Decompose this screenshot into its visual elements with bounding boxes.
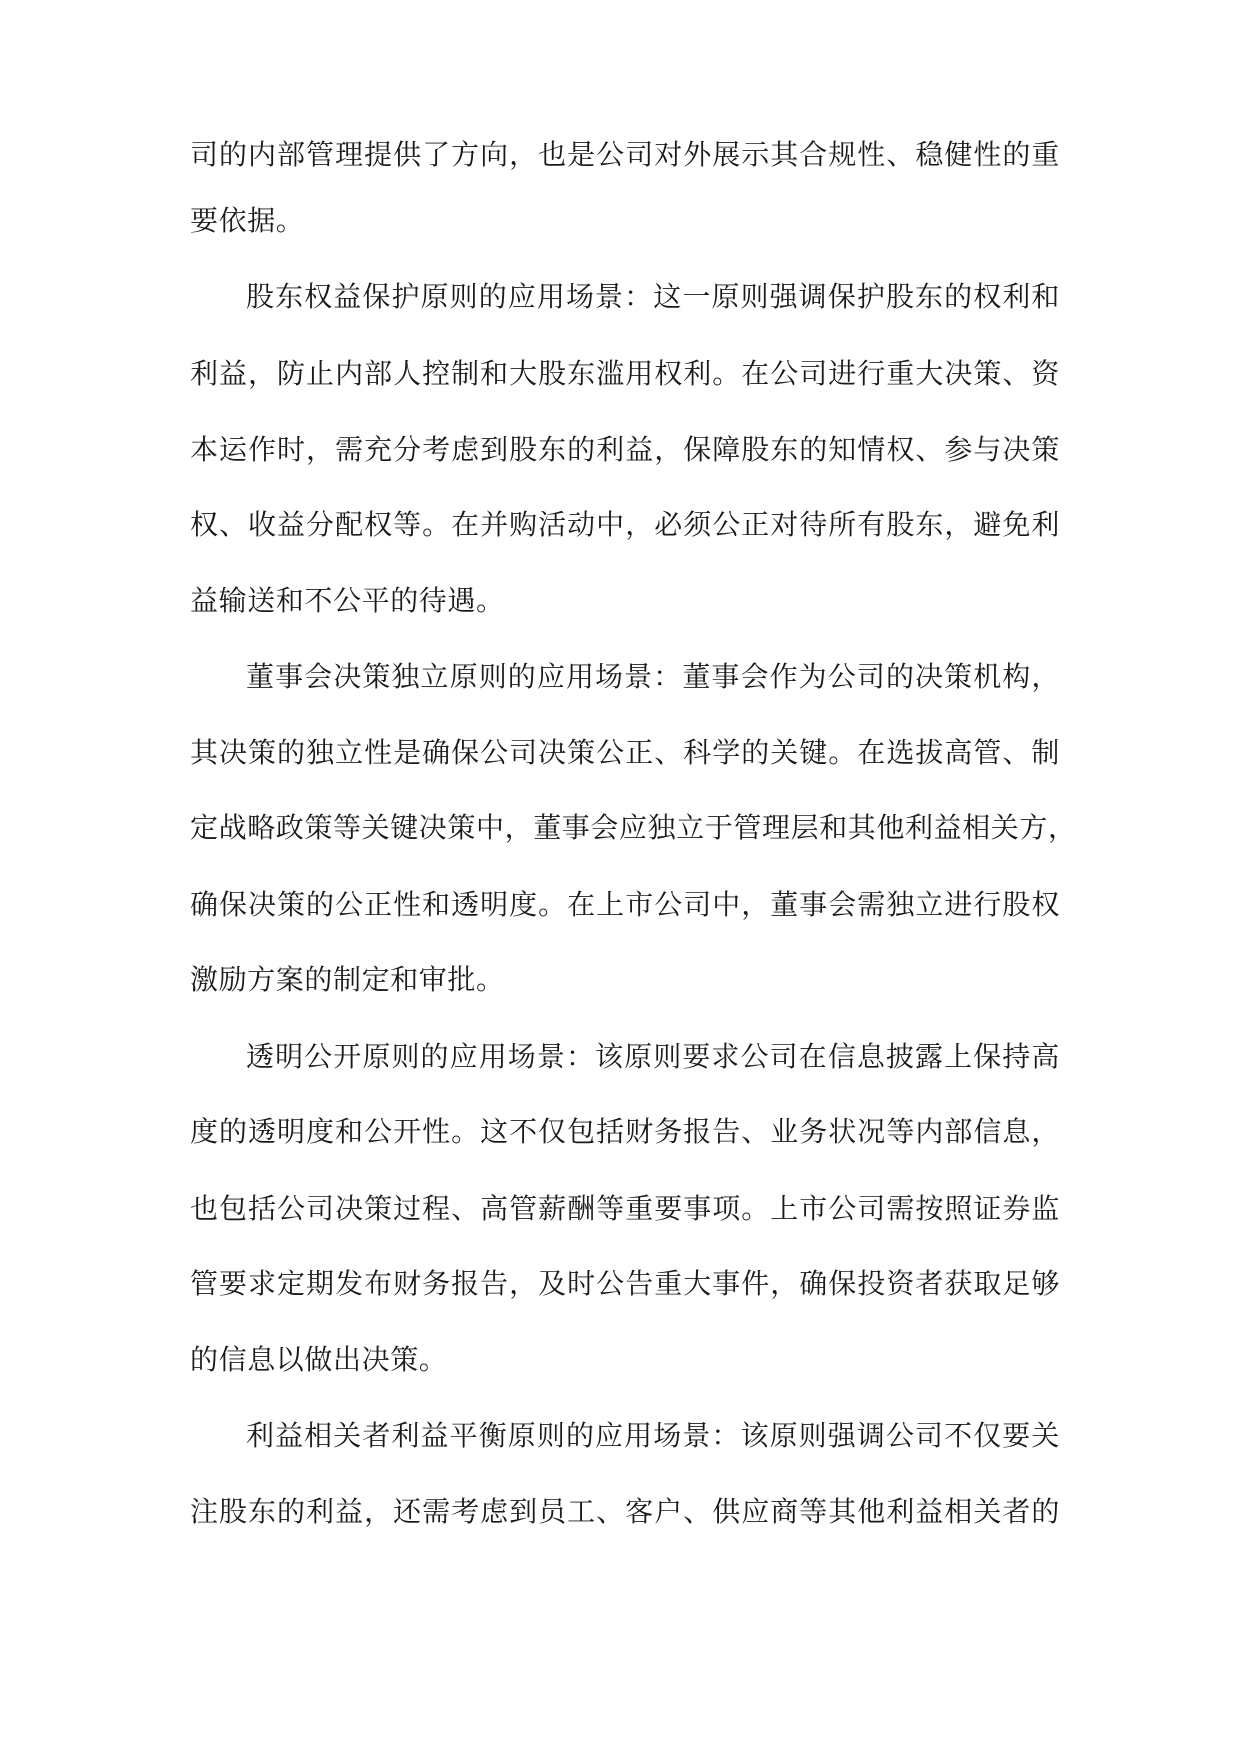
text-line: 管要求定期发布财务报告，及时公告重大事件，确保投资者获取足够	[190, 1267, 1060, 1300]
paragraph-first-line: 透明公开原则的应用场景：该原则要求公司在信息披露上保持高	[246, 1040, 1060, 1073]
text-line: 权、收益分配权等。在并购活动中，必须公正对待所有股东，避免利	[190, 508, 1060, 541]
text-line: 的信息以做出决策。	[190, 1343, 448, 1376]
paragraph-first-line: 董事会决策独立原则的应用场景：董事会作为公司的决策机构，	[246, 660, 1060, 693]
text-line: 度的透明度和公开性。这不仅包括财务报告、业务状况等内部信息，	[190, 1115, 1060, 1148]
text-line: 激励方案的制定和审批。	[190, 963, 505, 996]
paragraph-first-line: 利益相关者利益平衡原则的应用场景：该原则强调公司不仅要关	[246, 1419, 1060, 1452]
text-line: 益输送和不公平的待遇。	[190, 584, 505, 617]
text-line: 要依据。	[190, 204, 305, 237]
text-line: 其决策的独立性是确保公司决策公正、科学的关键。在选拔高管、制	[190, 736, 1060, 769]
text-line: 确保决策的公正性和透明度。在上市公司中，董事会需独立进行股权	[190, 888, 1060, 921]
text-line: 司的内部管理提供了方向，也是公司对外展示其合规性、稳健性的重	[190, 138, 1060, 171]
text-line: 定战略政策等关键决策中，董事会应独立于管理层和其他利益相关方，	[190, 811, 1077, 844]
text-line: 利益，防止内部人控制和大股东滥用权利。在公司进行重大决策、资	[190, 357, 1060, 390]
text-line: 也包括公司决策过程、高管薪酬等重要事项。上市公司需按照证券监	[190, 1192, 1060, 1225]
paragraph-first-line: 股东权益保护原则的应用场景：这一原则强调保护股东的权利和	[246, 280, 1060, 313]
text-line: 本运作时，需充分考虑到股东的利益，保障股东的知情权、参与决策	[190, 433, 1060, 466]
text-line: 注股东的利益，还需考虑到员工、客户、供应商等其他利益相关者的	[190, 1495, 1060, 1528]
